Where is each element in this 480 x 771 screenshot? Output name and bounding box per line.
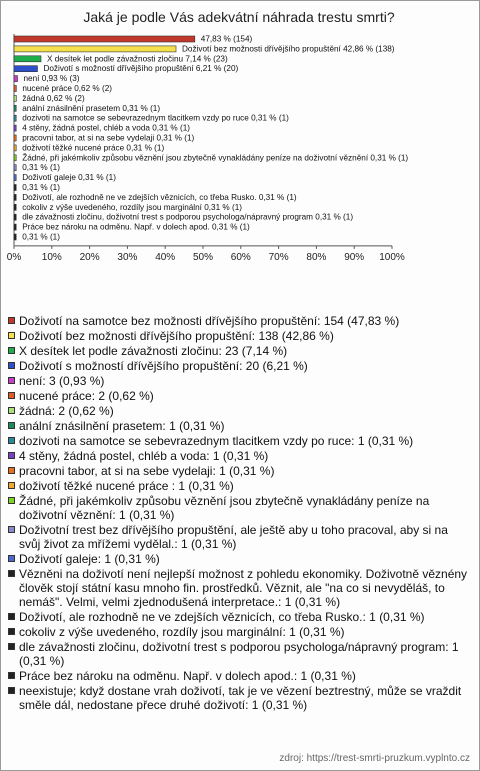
legend-swatch [8,555,15,562]
bar-label-20: Práce bez nároku na odměnu. Např. v dolech apod. 0,31 % (1) [22,222,250,232]
legend-label: není: 3 (0,93 %) [19,374,105,388]
legend-swatch [8,392,15,399]
x-tick-label: 50% [192,251,214,263]
legend-item [8,344,470,358]
bar-17 [14,194,16,200]
legend-swatch [8,467,15,474]
bar-label-5: není 0,93 % (3) [23,74,80,84]
bar-label-6: nucené práce 0,62 % (2) [22,84,113,93]
x-tick-label: 90% [344,251,365,263]
bar-label-17: Doživotí, ale rozhodně ne ve zdejších věznicích, co třeba Rusko. 0,31 % (1) [22,192,297,202]
legend-swatch [8,332,15,339]
legend-item [8,610,470,624]
bar-label-9: dozivoti na samotce se sebevrazednym tlacitkem vzdy po ruce 0,31 % (1) [22,113,289,123]
legend-label: cokoliv z výše uvedeného, rozdíly jsou marginální: 1 (0,31 %) [19,625,345,639]
legend-label: dle závažnosti zločinu, doživotní trest s podporou psychologa/nápravný program: 1 (0,31 %) [19,640,459,668]
bar-label-7: žádná 0,62 % (2) [22,93,85,103]
bar-label-8: anální znásilnění prasetem 0,31 % (1) [22,103,161,113]
legend-label: Doživotní trest bez dřívějšího propuštění, ale ještě aby u toho pracoval, aby si na svůj život za mřížemi vydělal.: 1 (0,31 %) [19,523,448,551]
bar-6 [14,86,16,92]
legend-item [8,314,470,328]
legend-item [8,329,470,343]
legend-item [8,359,470,373]
legend-label: žádná: 2 (0,62 %) [19,404,114,418]
bar-19 [14,214,16,220]
legend-label: Vězněni na doživotí není nejlepší možnost z pohledu ekonomiky. Doživotně věznény člověk stojí státní kasu mnoho fin. prostředků. Věznit, ale "na co si nevyděláš, to nemáš". Velmi, velmi zjednodušená interpretace.: 1 (0,31 %) [19,567,468,609]
bar-12 [14,145,16,151]
legend-swatch [8,570,15,577]
bar-11 [14,135,16,141]
x-tick-label: 10% [41,251,62,263]
bar-5 [14,76,18,82]
bar-label-15: Doživotí galeje 0,31 % (1) [22,173,116,183]
x-tick-label: 0% [6,251,22,263]
legend-swatch [8,643,15,650]
bar-3 [14,56,41,62]
chart-title: Jaká je podle Vás adekvátní náhrada trestu smrti? [83,9,395,25]
chart-legend [8,314,470,713]
legend-item [8,449,470,463]
bar-16 [14,185,16,191]
x-tick-label: 80% [306,251,327,263]
legend-swatch [8,672,15,679]
source-note: zdroj: https://trest-smrti-pruzkum.vyplnto.cz [279,753,470,764]
x-tick-label: 40% [155,251,176,263]
legend-label: Doživotí s možností dřívějšího propuštění: 20 (6,21 %) [19,359,308,373]
bar-10 [14,125,16,131]
legend-label: Doživotí na samotce bez možnosti dřívějšího propuštění: 154 (47,83 %) [19,314,400,328]
legend-label: 4 stěny, žádná postel, chléb a voda: 1 (0,31 %) [19,449,269,463]
x-tick-label: 60% [230,251,251,263]
legend-label: anální znásilnění prasetem: 1 (0,31 %) [19,419,225,433]
legend-swatch [8,452,15,459]
x-tick-label: 70% [268,251,289,263]
legend-item [8,494,470,522]
bar-label-16: 0,31 % (1) [22,183,60,192]
bar-8 [14,105,16,111]
legend-item [8,419,470,433]
legend-swatch [8,377,15,384]
legend-swatch [8,437,15,444]
legend-item [8,625,470,639]
bar-label-11: pracovni tabor, at si na sebe vydelaji 0,31 % (1) [22,133,195,143]
legend-swatch [8,628,15,635]
legend-label: Doživotí bez možnosti dřívějšího propuštění: 138 (42,86 %) [19,329,334,343]
legend-label: Žádné, při jakémkoliv způsobu věznění jsou zbytečně vynakládány peníze na doživotní věznění: 1 (0,31 %) [19,494,430,522]
legend-swatch [8,482,15,489]
legend-swatch [8,317,15,324]
legend-swatch [8,422,15,429]
legend-item [8,684,470,712]
legend-item [8,434,470,448]
bar-label-4: Doživotí s možností dřívějšího propuštění 6,21 % (20) [43,64,239,74]
bar-15 [14,175,16,181]
legend-label: Práce bez nároku na odměnu. Např. v dolech apod.: 1 (0,31 %) [19,669,356,683]
bar-label-10: 4 stěny, žádná postel, chléb a voda 0,31 % (1) [22,123,190,133]
bar-label-19: dle závažnosti zločinu, doživotní trest s podporou psychologa/nápravný program 0,31 % (1) [22,212,354,222]
legend-swatch [8,362,15,369]
legend-item [8,567,470,609]
legend-item [8,479,470,493]
legend-swatch [8,347,15,354]
bar-2 [14,46,176,52]
bar-label-18: cokoliv z výše uvedeného, rozdíly jsou marginální 0,31 % (1) [22,202,243,212]
legend-swatch [8,407,15,414]
bar-label-21: 0,31 % (1) [22,232,60,242]
bar-label-12: doživotí těžké nucené práce 0,31 % (1) [22,143,165,153]
legend-label: doživotí těžké nucené práce : 1 (0,31 %) [19,479,234,493]
bar-4 [14,66,37,72]
x-tick-label: 100% [379,251,405,263]
legend-item [8,523,470,551]
x-tick-label: 30% [117,251,138,263]
legend-label: nucené práce: 2 (0,62 %) [19,389,154,403]
legend-item [8,374,470,388]
bar-label-13: Žádné, při jakémkoliv způsobu věznění jsou zbytečně vynakládány peníze na doživotní věznění 0,31 % (1) [22,153,409,163]
bar-20 [14,224,16,230]
bar-chart [0,0,480,312]
bar-18 [14,204,16,210]
legend-label: X desítek let podle závažnosti zločinu: 23 (7,14 %) [19,344,288,358]
bar-21 [14,234,16,240]
legend-label: pracovni tabor, at si na sebe vydelaji: 1 (0,31 %) [19,464,275,478]
legend-swatch [8,526,15,533]
legend-swatch [8,687,15,694]
legend-swatch [8,497,15,504]
bar-1 [14,36,195,42]
legend-item [8,640,470,668]
bar-label-1: 47,83 % (154) [200,34,253,44]
bar-label-3: X desítek let podle závažnosti zločinu 7,14 % (23) [46,54,228,64]
bar-14 [14,165,16,171]
bar-9 [14,115,16,121]
legend-label: dozivoti na samotce se sebevrazednym tlacitkem vzdy po ruce: 1 (0,31 %) [19,434,414,448]
bar-label-2: Doživotí bez možnosti dřívějšího propuštění 42,86 % (138) [182,44,395,54]
x-tick-label: 20% [79,251,100,263]
legend-item [8,404,470,418]
legend-item [8,669,470,683]
legend-item [8,464,470,478]
legend-label: neexistuje; když dostane vrah doživotí, tak je ve vězení beztrestný, může se vraždit směle dál, nedostane přece druhé doživotí: 1 (0,31 %) [19,684,462,712]
legend-label: Doživotí galeje: 1 (0,31 %) [19,552,160,566]
bar-label-14: 0,31 % (1) [22,163,60,173]
bar-7 [14,95,16,101]
legend-label: Doživotí, ale rozhodně ne ve zdejších věznicích, co třeba Rusko.: 1 (0,31 %) [19,610,425,624]
legend-swatch [8,613,15,620]
bar-13 [14,155,16,161]
legend-item [8,552,470,566]
legend-item [8,389,470,403]
